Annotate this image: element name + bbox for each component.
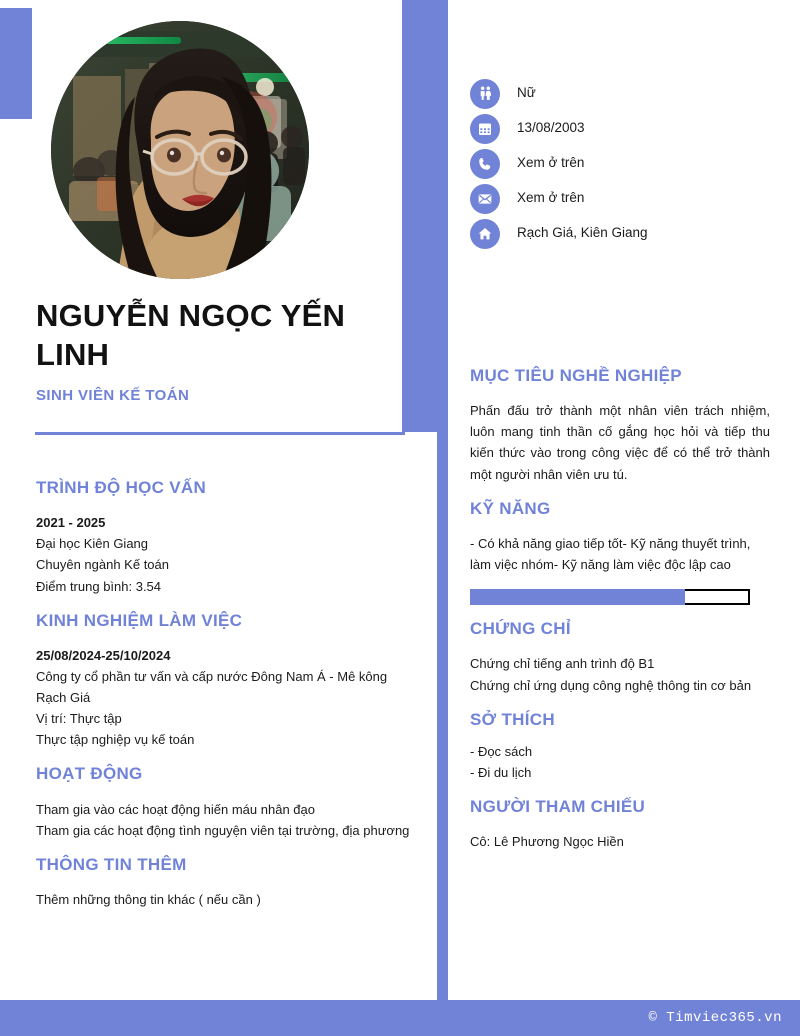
section-title-experience: KINH NGHIỆM LÀM VIỆC (36, 610, 243, 630)
contact-row-phone (470, 146, 780, 181)
section-certificates (470, 619, 770, 695)
section-activities (36, 764, 421, 840)
section-title-skills: KỸ NĂNG (470, 498, 551, 518)
contact-value-birthdate: 13/08/2003 (517, 120, 585, 136)
skills-text: - Có khả năng giao tiếp tốt- Kỹ năng thuyết trình, làm việc nhóm- Kỹ năng làm việc độc lập cao (470, 535, 751, 573)
decor-horizontal-divider (35, 432, 405, 435)
phone-icon (470, 149, 500, 179)
skill-level-bar (470, 589, 750, 605)
section-experience (36, 611, 421, 751)
education-gpa: Điểm trung bình: 3.54 (36, 578, 162, 594)
decor-rect-top-left (0, 8, 32, 119)
skill-level-fill (470, 589, 685, 605)
experience-duty: Thực tập nghiệp vụ kế toán (36, 732, 195, 748)
section-education (36, 478, 421, 597)
contact-row-email (470, 181, 780, 216)
contact-row-birthdate (470, 111, 780, 146)
section-additional-info (36, 855, 421, 910)
home-icon (470, 219, 500, 249)
contact-value-phone: Xem ở trên (517, 155, 585, 171)
objective-text: Phấn đấu trở thành một nhân viên trách nhiệm, luôn mang tinh thần cố gắng học hỏi và tiếp thu kiến thức vào trong công việc để có thể trở thành một người nhân viên ưu tú. (470, 403, 770, 482)
hobby-item-1: - Đọc sách (470, 743, 533, 759)
calendar-icon (470, 114, 500, 144)
left-column (36, 478, 421, 910)
profile-photo-image (51, 21, 309, 279)
experience-period: 25/08/2024-25/10/2024 (36, 647, 171, 663)
section-title-additional-info: THÔNG TIN THÊM (36, 854, 187, 874)
additional-info-text: Thêm những thông tin khác ( nếu cần ) (36, 892, 261, 908)
activity-item-2: Tham gia các hoạt động tình nguyện viên tại trường, địa phương (36, 822, 410, 838)
certificate-item-2: Chứng chỉ ứng dụng công nghệ thông tin cơ bản (470, 677, 752, 693)
education-major: Chuyên ngành Kế toán (36, 557, 169, 573)
hobby-item-2: - Đi du lịch (470, 764, 532, 780)
activity-item-1: Tham gia vào các hoạt động hiến máu nhân đạo (36, 801, 315, 817)
decor-vertical-bar-wide (402, 0, 448, 432)
section-title-hobbies: SỞ THÍCH (470, 709, 555, 729)
name-block (36, 296, 396, 404)
right-column (470, 366, 770, 852)
certificate-item-1: Chứng chỉ tiếng anh trình độ B1 (470, 656, 655, 672)
section-title-reference: NGƯỜI THAM CHIẾU (470, 797, 646, 817)
contact-list (470, 76, 780, 251)
footer-watermark: © Timviec365.vn (648, 1010, 782, 1026)
contact-row-gender (470, 76, 780, 111)
footer-bar (0, 1000, 800, 1036)
section-reference (470, 797, 770, 852)
gender-icon (470, 79, 500, 109)
section-hobbies (470, 710, 770, 783)
section-skills (470, 499, 770, 605)
contact-value-address: Rạch Giá, Kiên Giang (517, 225, 648, 241)
contact-row-address (470, 216, 780, 251)
reference-name: Cô: Lê Phương Ngọc Hiền (470, 834, 624, 850)
education-school: Đại học Kiên Giang (36, 536, 149, 552)
education-period: 2021 - 2025 (36, 515, 106, 531)
decor-vertical-bar-thin (437, 432, 448, 1000)
email-icon (470, 184, 500, 214)
section-title-education: TRÌNH ĐỘ HỌC VẤN (36, 478, 207, 497)
contact-value-gender: Nữ (517, 85, 536, 101)
page-title: NGUYỄN NGỌC YẾN LINH (36, 298, 346, 373)
section-objective (470, 366, 770, 485)
experience-company: Công ty cổ phần tư vấn và cấp nước Đông Nam Á - Mê kông Rạch Giá (36, 669, 388, 706)
section-title-certificates: CHỨNG CHỈ (470, 619, 571, 639)
contact-value-email: Xem ở trên (517, 190, 585, 206)
section-title-objective: MỤC TIÊU NGHỀ NGHIỆP (470, 366, 682, 385)
profile-photo (51, 21, 309, 279)
experience-position: Vị trí: Thực tập (36, 711, 122, 727)
section-title-activities: HOẠT ĐỘNG (36, 764, 143, 784)
job-title: SINH VIÊN KẾ TOÁN (36, 386, 190, 404)
